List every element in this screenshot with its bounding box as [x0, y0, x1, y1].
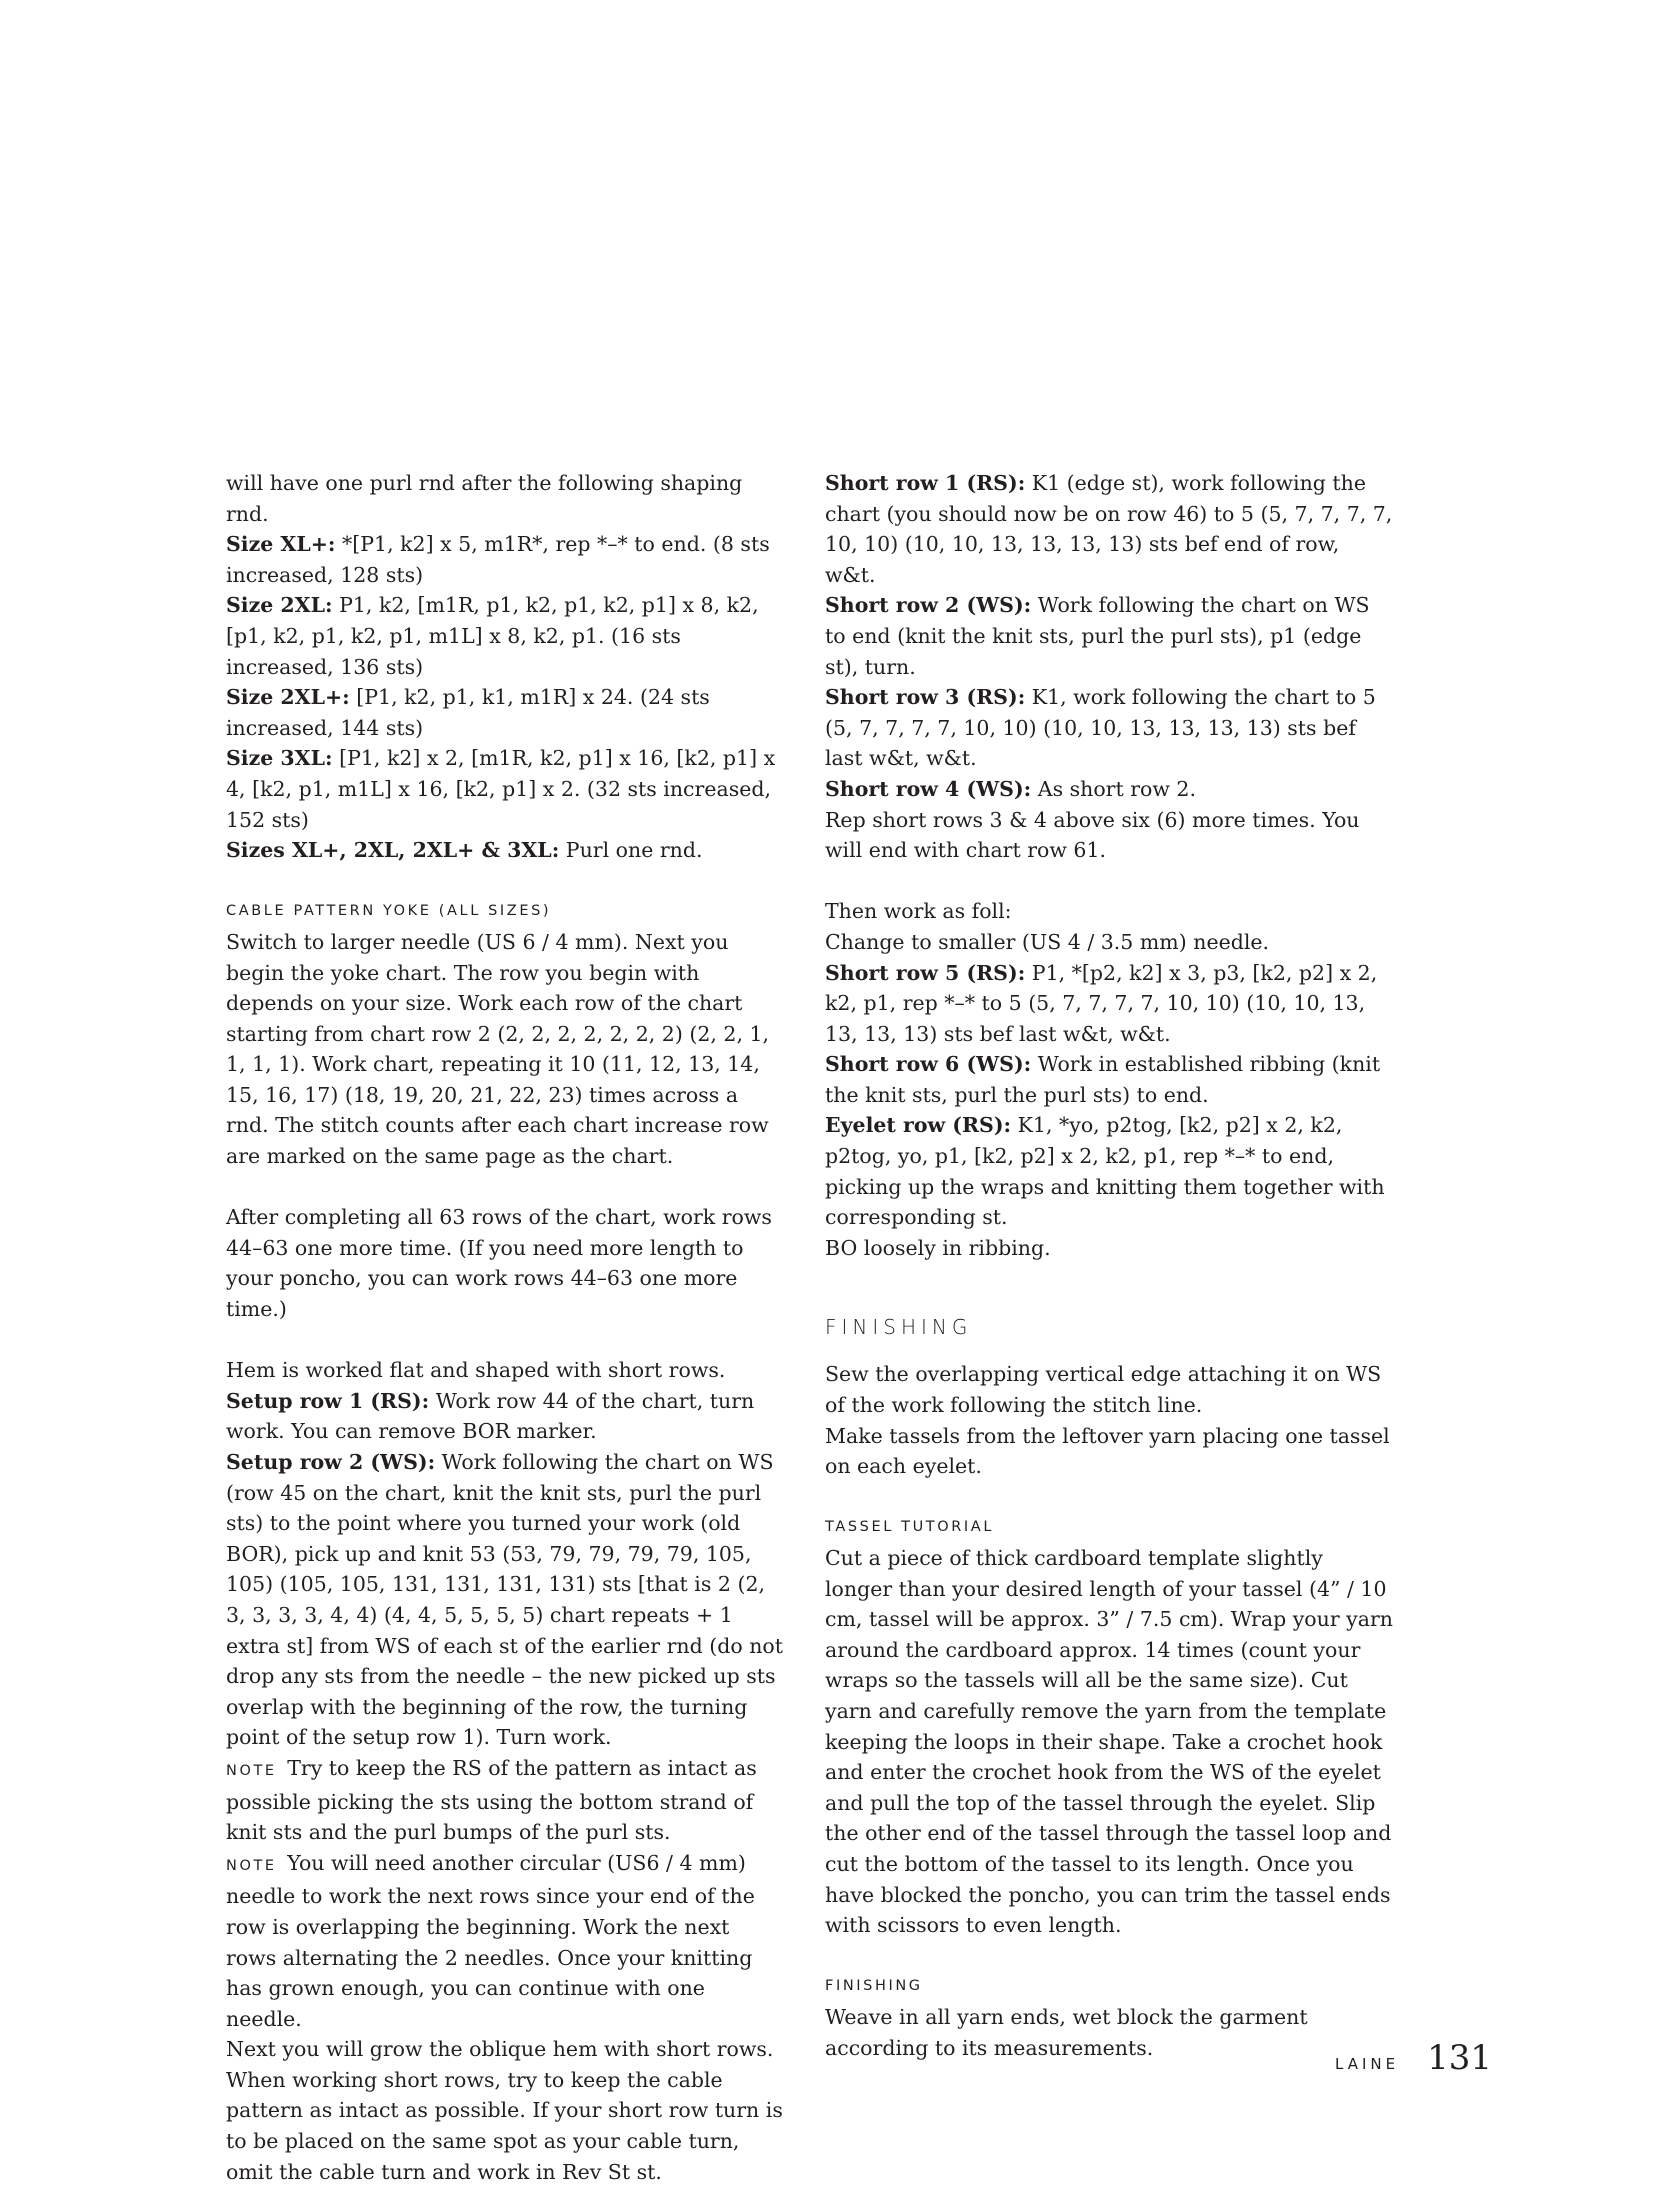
instruction-text: K1 (edge st), work following the chart (you should now be on row 46) to 5 (5, 7, 7, 7, 7, 10, 10) (10, 10, 13, 13, 13, 13) sts bef end of row, w&t. [825, 471, 1393, 587]
paragraph: Next you will grow the oblique hem with short rows. When working short rows, try to keep the cable pattern as intact as possible. If your short row turn is to be placed on the same spot as your cable turn, omit the cable turn and work in Rev St st. [226, 2037, 783, 2184]
paragraph: Then work as foll: [825, 899, 1012, 924]
row-label: Setup row 2 (WS): [226, 1450, 436, 1474]
row-label: Short row 1 (RS): [825, 471, 1026, 495]
note-2 [226, 1848, 786, 2035]
page-number: 131 [1427, 2038, 1492, 2078]
short-row-4 [825, 774, 1395, 805]
paragraph: BO loosely in ribbing. [825, 1235, 1051, 1260]
paragraph: will have one purl rnd after the following shaping rnd. [226, 471, 743, 526]
row-label: Short row 6 (WS): [825, 1052, 1032, 1077]
size-label: Size 3XL: [226, 746, 333, 771]
instruction-text: Work following the chart on WS to end (knit the knit sts, purl the purl sts), p1 (edge st), turn. [825, 593, 1370, 679]
instruction-text: [P1, k2, p1, k1, m1R] x 24. (24 sts increased, 144 sts) [226, 685, 710, 740]
section-heading-finishing: FINISHING [825, 1315, 973, 1340]
sizes-all-instruction [226, 835, 786, 866]
size-label: Size 2XL+: [226, 685, 350, 710]
row-label: Short row 2 (WS): [825, 593, 1032, 618]
paragraph: Make tassels from the leftover yarn placing one tassel on each eyelet. [825, 1423, 1390, 1479]
note-text: Try to keep the RS of the pattern as intact as possible picking the sts using the bottom strand of knit sts and the purl bumps of the purl sts. [226, 1755, 757, 1845]
paragraph: Switch to larger needle (US 6 / 4 mm). Next you begin the yoke chart. The row you begin with depends on your size. Work each row of the chart starting from chart row 2 (2, 2, 2, 2, 2, 2, 2) (2, 2, 1, 1, 1, 1). Work chart, repeating it 10 (11, 12, 13, 14, 15, 16, 17) (18, 19, 20, 21, 22, 23) times across a rnd. The stitch counts after each chart increase row are marked on the same page as the chart. [226, 929, 770, 1169]
row-label: Setup row 1 (RS): [226, 1388, 430, 1413]
size-label: Size XL+: [226, 532, 336, 557]
eyelet-row [825, 1110, 1395, 1232]
setup-row-1 [226, 1386, 786, 1447]
instruction-text: K1, *yo, p2tog, [k2, p2] x 2, k2, p2tog, yo, p1, [k2, p2] x 2, k2, p1, rep *–* to end, picking up the wraps and knitting them together with corresponding st. [825, 1113, 1385, 1230]
paragraph: Cut a piece of thick cardboard template slightly longer than your desired length of your tassel (4” / 10 cm, tassel will be approx. 3” / 7.5 cm). Wrap your yarn around the cardboard approx. 14 times (count your wraps so the tassels will all be the same size). Cut yarn and carefully remove the yarn from the template keeping the loops in their shape. Take a crochet hook and enter the crochet hook from the WS of the eyelet and pull the top of the tassel through the eyelet. Slip the other end of the tassel through the tassel loop and cut the bottom of the tassel to its length. Once you have blocked the poncho, you can trim the tassel ends with scissors to even length. [825, 1546, 1393, 1938]
row-label: Short row 4 (WS): [825, 776, 1032, 801]
instruction-text: K1, work following the chart to 5 (5, 7, 7, 7, 7, 10, 10) (10, 10, 13, 13, 13, 13) sts bef last w&t, w&t. [825, 685, 1376, 771]
size-xlplus-instruction [226, 529, 786, 590]
magazine-name: LAINE [1335, 2055, 1400, 2073]
paragraph: Weave in all yarn ends, wet block the garment according to its measurements. [825, 2004, 1308, 2060]
instruction-text: Work row 44 of the chart, turn work. You can remove BOR marker. [226, 1388, 755, 1444]
size-label: Sizes XL+, 2XL, 2XL+ & 3XL: [226, 838, 560, 863]
instruction-text: Purl one rnd. [559, 838, 703, 863]
short-row-5 [825, 958, 1395, 1050]
left-column [226, 468, 786, 2187]
short-row-3 [825, 682, 1395, 774]
instruction-text: *[P1, k2] x 5, m1R*, rep *–* to end. (8 sts increased, 128 sts) [226, 532, 770, 587]
row-label: Short row 5 (RS): [825, 960, 1026, 985]
note-text: You will need another circular (US6 / 4 mm) needle to work the next rows since your end of the row is overlapping the beginning. Work the next rows alternating the 2 needles. Once your knitting has grown enough, you can continue with one needle. [226, 1850, 755, 2031]
instruction-text: As short row 2. [1031, 776, 1196, 801]
size-2xlplus-instruction [226, 682, 786, 743]
row-label: Short row 3 (RS): [825, 685, 1026, 710]
right-column [825, 468, 1395, 2063]
note-label: NOTE [226, 1857, 277, 1874]
paragraph: After completing all 63 rows of the chart, work rows 44–63 one more time. (If you need more length to your poncho, you can work rows 44–63 one more time.) [226, 1205, 772, 1322]
section-heading-finishing-2: FINISHING [825, 1978, 923, 1995]
size-2xl-instruction [226, 590, 786, 682]
section-heading-tassel-tutorial: TASSEL TUTORIAL [825, 1519, 994, 1536]
setup-row-2 [226, 1447, 786, 1753]
paragraph: Rep short rows 3 & 4 above six (6) more times. You will end with chart row 61. [825, 807, 1360, 863]
paragraph: Sew the overlapping vertical edge attaching it on WS of the work following the stitch line. [825, 1362, 1382, 1418]
row-label: Eyelet row (RS): [825, 1113, 1012, 1138]
paragraph: Hem is worked flat and shaped with short rows. [226, 1358, 726, 1383]
size-label: Size 2XL: [226, 593, 333, 618]
paragraph: Change to smaller (US 4 / 3.5 mm) needle. [825, 929, 1270, 954]
instruction-text: Work following the chart on WS (row 45 on the chart, knit the knit sts, purl the purl sts) to the point where you turned your work (old BOR), pick up and knit 53 (53, 79, 79, 79, 79, 105, 105) (105, 105, 131, 131, 131, 131) sts [that is 2 (2, 3, 3, 3, 3, 4, 4) (4, 4, 5, 5, 5, 5) chart repeats + 1 extra st] from WS of each st of the earlier rnd (do not drop any sts from the needle – the new picked up sts overlap with the beginning of the row, the turning point of the setup row 1). Turn work. [226, 1450, 783, 1750]
size-3xl-instruction [226, 743, 786, 835]
instruction-text: P1, k2, [m1R, p1, k2, p1, k2, p1] x 8, k2, [p1, k2, p1, k2, p1, m1L] x 8, k2, p1. (16 sts increased, 136 sts) [226, 593, 759, 679]
short-row-2 [825, 590, 1395, 682]
instruction-text: P1, *[p2, k2] x 3, p3, [k2, p2] x 2, k2, p1, rep *–* to 5 (5, 7, 7, 7, 7, 10, 10) (10, 10, 13, 13, 13, 13) sts bef last w&t, w&t. [825, 960, 1378, 1046]
short-row-1 [825, 468, 1395, 590]
instruction-text: [P1, k2] x 2, [m1R, k2, p1] x 16, [k2, p1] x 4, [k2, p1, m1L] x 16, [k2, p1] x 2. (32 sts increased, 152 sts) [226, 746, 776, 832]
section-heading-cable-pattern: CABLE PATTERN YOKE (ALL SIZES) [226, 903, 552, 920]
note-label: NOTE [226, 1762, 277, 1779]
instruction-text: Work in established ribbing (knit the knit sts, purl the purl sts) to end. [825, 1052, 1381, 1107]
note-1 [226, 1753, 786, 1848]
short-row-6 [825, 1049, 1395, 1110]
page-footer [1335, 2038, 1492, 2078]
